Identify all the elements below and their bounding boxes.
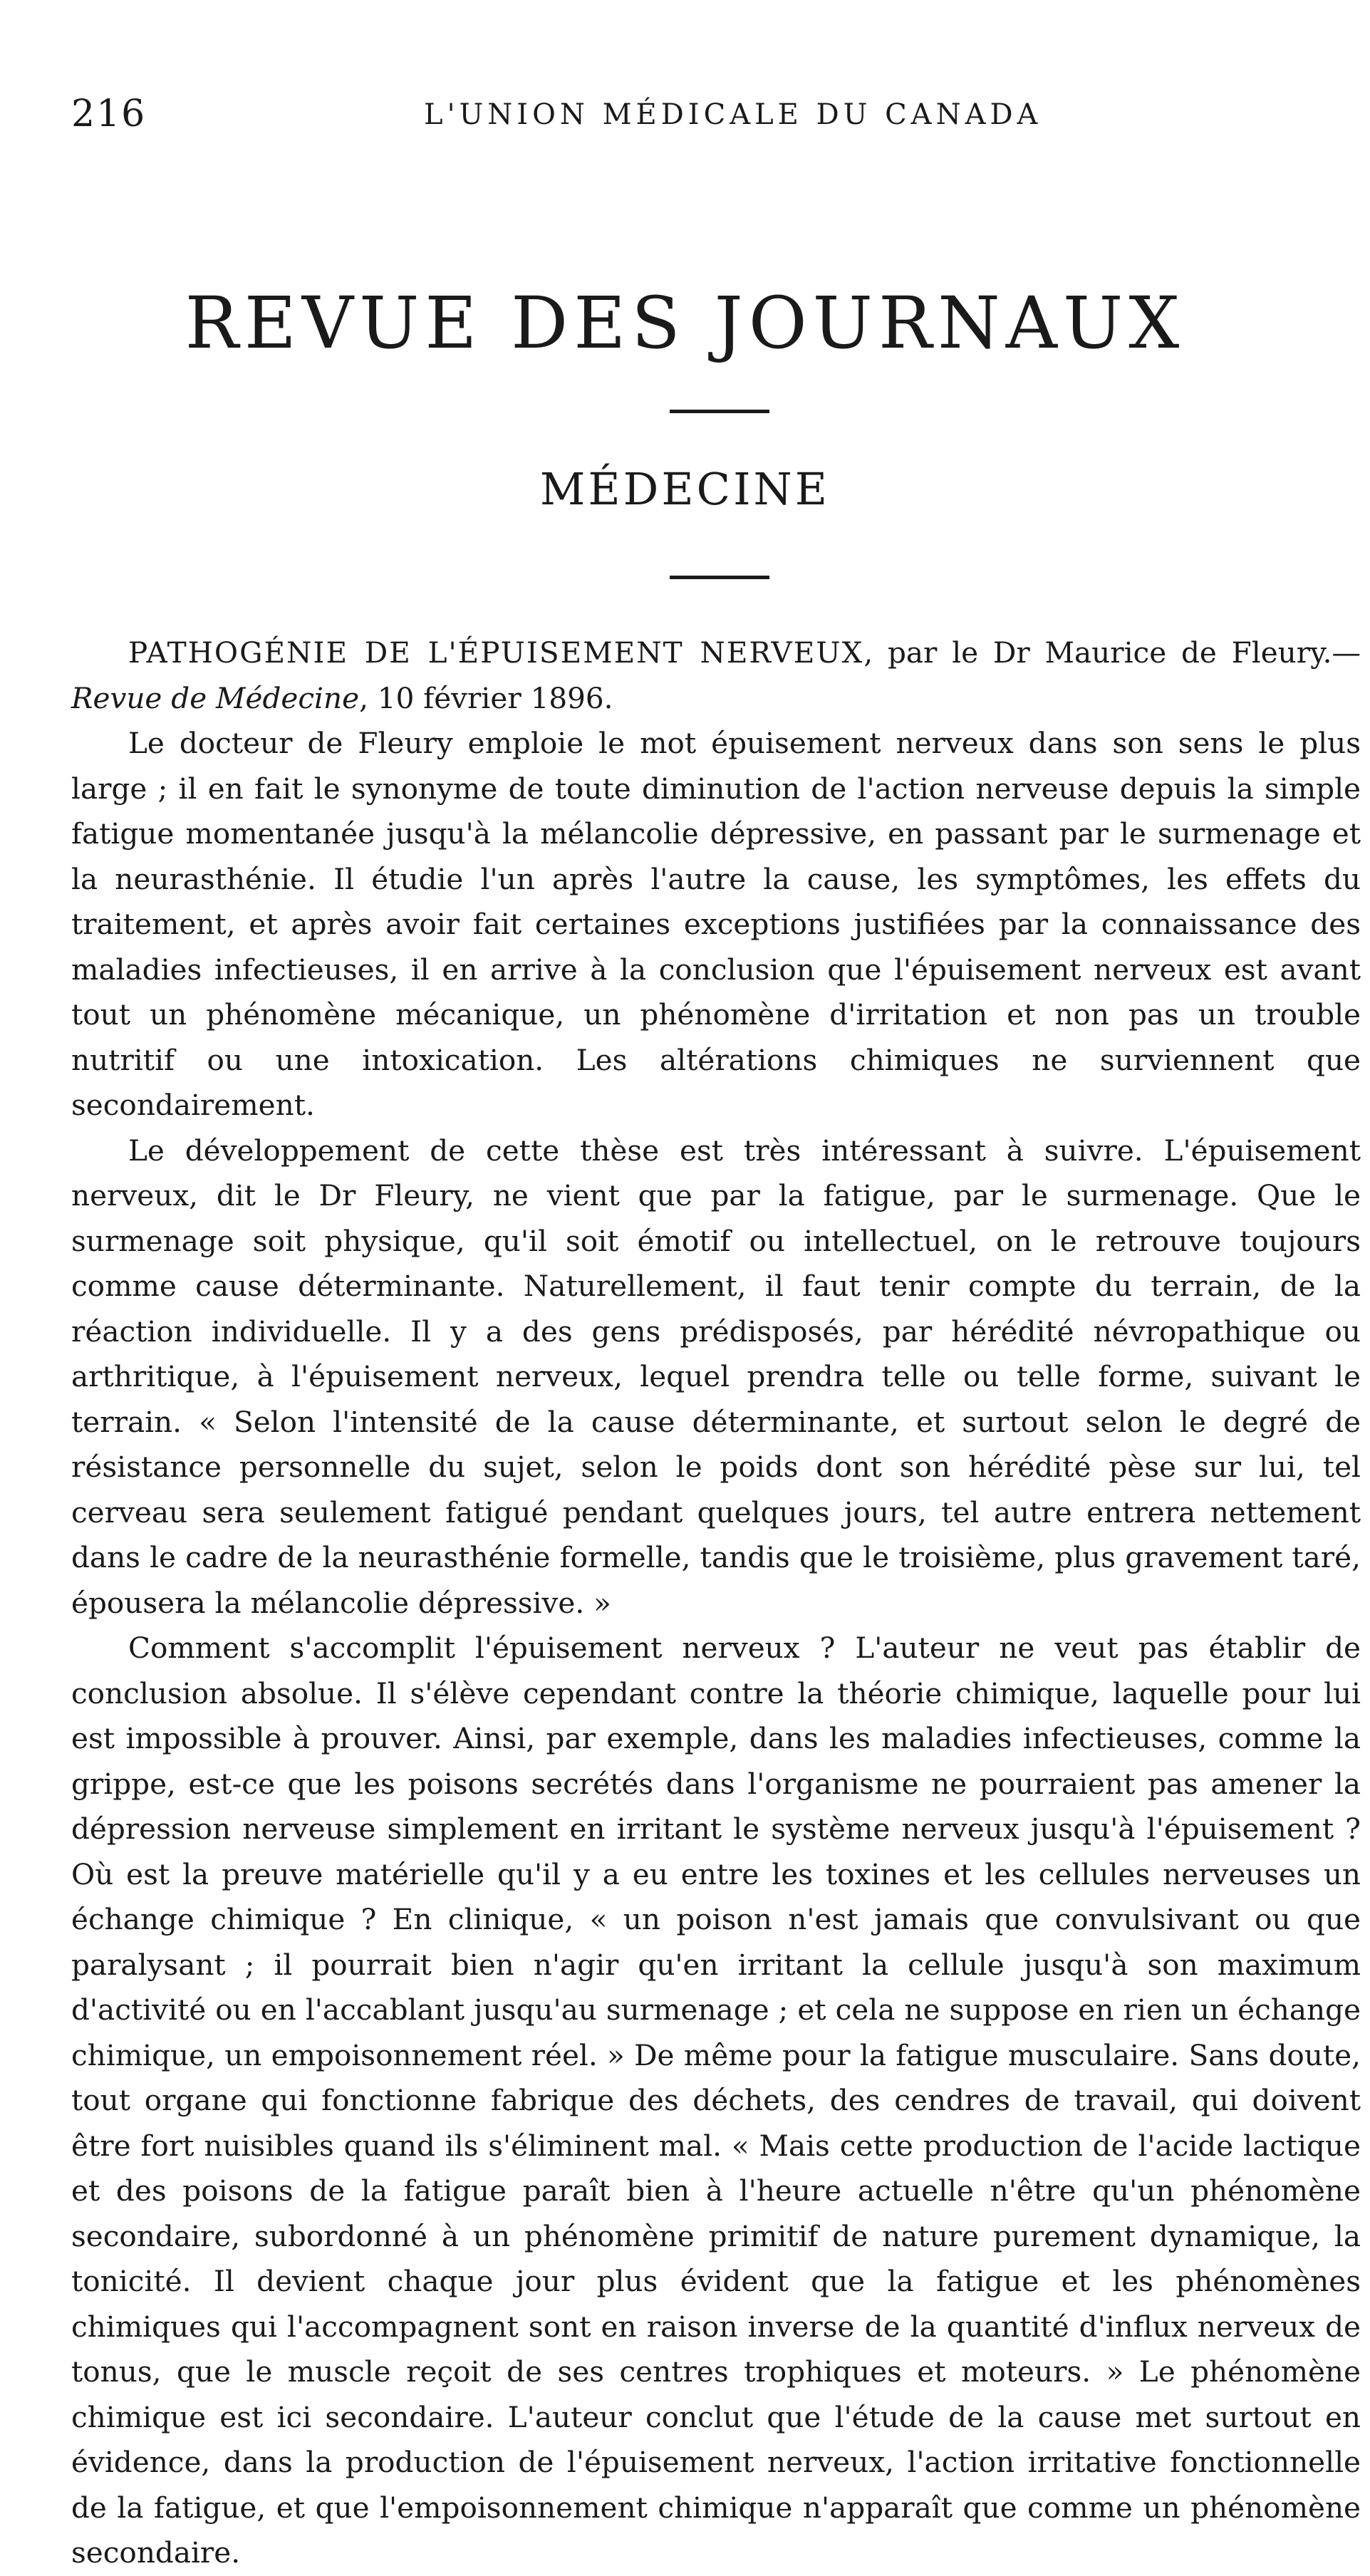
subsection-divider	[670, 576, 769, 579]
section-divider	[670, 410, 769, 413]
article-source: —Revue de Médecine	[71, 635, 1361, 715]
running-header	[71, 93, 1311, 150]
article-paragraph: Comment s'accomplit l'épuisement nerveux ? L'auteur ne veut pas établir de conclusion absolue. Il s'élève cependant contre la théorie chimique, laquelle pour lui est impossible à prouver. Ainsi, par exemple, dans les maladies infectieuses, comme la grippe, est-ce que les poisons secrétés dans l'organisme ne pourraient pas amener la dépression nerveuse simplement en irritant le système nerveux jusqu'à l'épuisement ? Où est la preuve matérielle qu'il y a eu entre les toxines et les cellules nerveuses un échange chimique ? En clinique, « un poison n'est jamais que convulsivant ou que paralysant ; il pourrait bien n'agir qu'en irritant la cellule jusqu'à son maximum d'activité ou en l'accablant jusqu'au surmenage ; et cela ne suppose en rien un échange chimique, un empoisonnement réel. » De même pour la fatigue musculaire. Sans doute, tout organe qui fonctionne fabrique des déchets, des cendres de travail, qui doivent être fort nuisibles quand ils s'éliminent mal. « Mais cette production de l'acide lactique et des poisons de la fatigue paraît bien à l'heure actuelle n'être qu'un phénomène secondaire, subordonné à un phénomène primitif de nature purement dynamique, la tonicité. Il devient chaque jour plus évident que la fatigue et les phénomènes chimiques qui l'accompagnent sont en raison inverse de la quantité d'influx nerveux de tonus, que le muscle reçoit de ses centres trophiques et moteurs. » Le phénomène chimique est ici secondaire. L'auteur conclut que l'étude de la cause met surtout en évidence, dans la production de l'épuisement nerveux, l'action irritative fonctionnelle de la fatigue, et que l'empoisonnement chimique n'apparaît que comme un phénomène secondaire.	[71, 1631, 1361, 2570]
article-title: PATHOGÉNIE DE L'ÉPUISEMENT NERVEUX	[128, 635, 864, 670]
article-heading	[71, 630, 1361, 721]
article-author: , par le Dr Maurice de Fleury.	[863, 635, 1332, 670]
article	[71, 630, 1361, 2576]
subsection-title: MÉDECINE	[539, 463, 831, 515]
section-title: REVUE DES JOURNAUX	[185, 281, 1185, 365]
article-paragraph: Le docteur de Fleury emploie le mot épuisement nerveux dans son sens le plus large ; il en fait le synonyme de toute diminution de l'action nerveuse depuis la simple fatigue momentanée jusqu'à la mélancolie dépressive, en passant par le surmenage et la neurasthénie. Il étudie l'un après l'autre la cause, les symptômes, les effets du traitement, et après avoir fait certaines exceptions justifiées par la connaissance des maladies infectieuses, il en arrive à la conclusion que l'épuisement nerveux est avant tout un phénomène mécanique, un phénomène d'irritation et non pas un trouble nutritif ou une intoxication. Les altérations chimiques ne surviennent que secondairement.	[71, 726, 1361, 1122]
article-paragraph: Le développement de cette thèse est très intéressant à suivre. L'épuisement nerveux, dit le Dr Fleury, ne vient que par la fatigue, par le surmenage. Que le surmenage soit physique, qu'il soit émotif ou intellectuel, on le retrouve toujours comme cause déterminante. Naturellement, il faut tenir compte du terrain, de la réaction individuelle. Il y a des gens prédisposés, par hérédité névropathique ou arthritique, à l'épuisement nerveux, lequel prendra telle ou telle forme, suivant le terrain. « Selon l'intensité de la cause déterminante, et surtout selon le degré de résistance personnelle du sujet, selon le poids dont son hérédité pèse sur lui, tel cerveau sera seulement fatigué pendant quelques jours, tel autre entrera nettement dans le cadre de la neurasthénie formelle, tandis que le troisième, plus gravement taré, épousera la mélancolie dépressive. »	[71, 1133, 1361, 1620]
article-date: , 10 février 1896.	[359, 680, 613, 715]
journal-name: L'UNION MÉDICALE DU CANADA	[424, 98, 1042, 131]
page-number: 216	[71, 93, 147, 135]
